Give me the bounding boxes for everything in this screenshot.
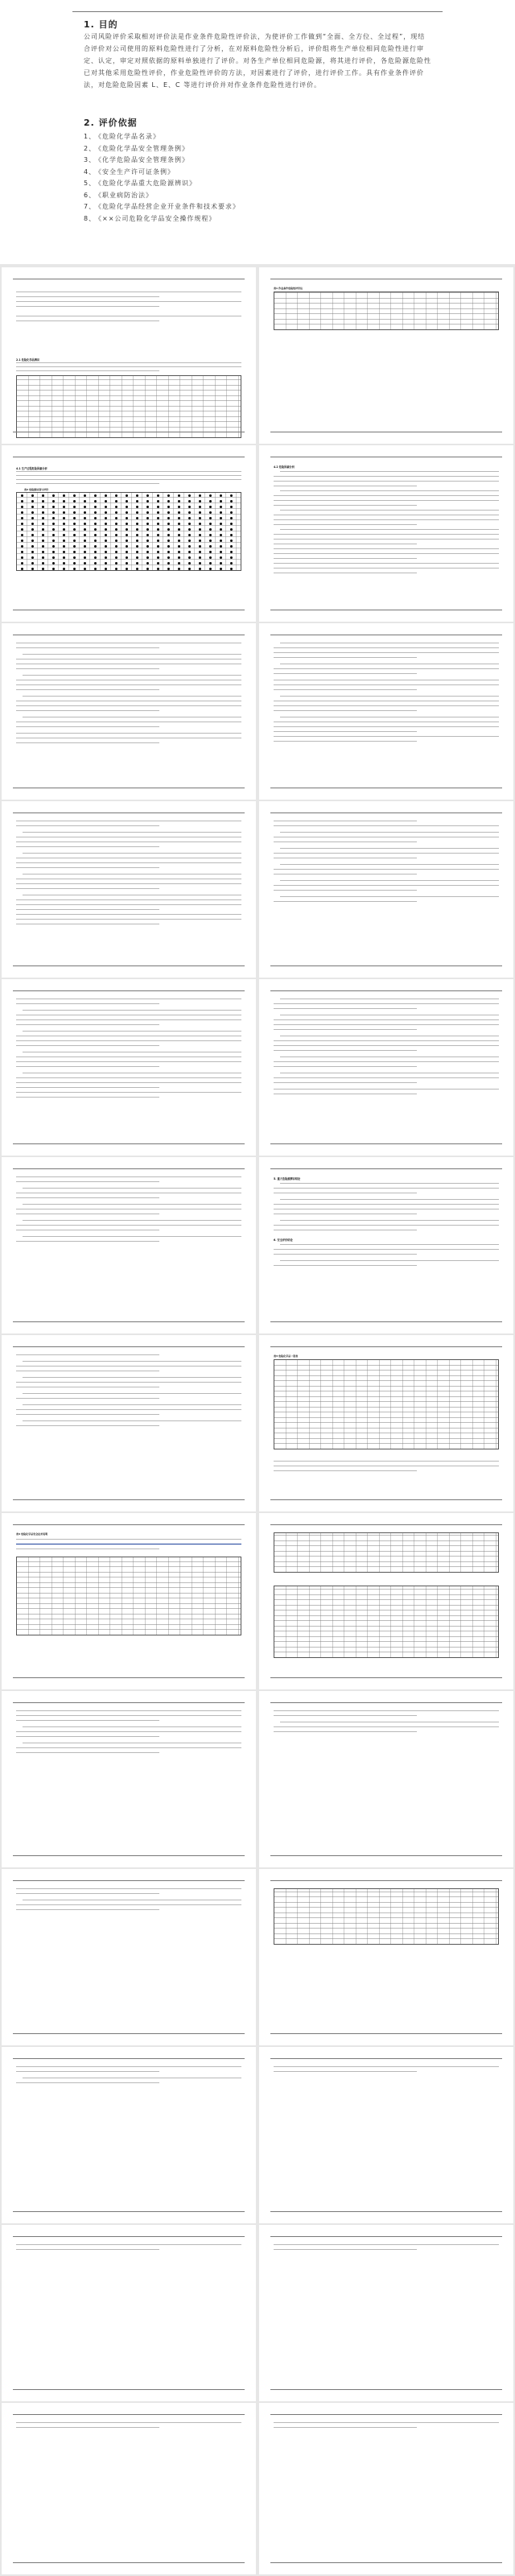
data-table [274, 292, 499, 330]
page-thumbnail-13[interactable] [259, 1157, 513, 1333]
page-thumbnail-15[interactable] [259, 1335, 513, 1511]
data-table [274, 1586, 499, 1658]
page-thumbnail-9[interactable] [259, 801, 513, 978]
thumb-caption: 表2 危险源识别与评价 [24, 488, 49, 491]
page-thumbnail-26[interactable] [2, 2403, 256, 2574]
thumb-heading: 6. 安全评价结论 [274, 1238, 293, 1242]
page-thumbnail-17[interactable] [259, 1513, 513, 1689]
reference-list [84, 131, 431, 225]
reference-item: 3、《化学危险品安全管理条例》 [84, 156, 189, 163]
cover-page [0, 0, 515, 264]
reference-item: 1、《危险化学品名录》 [84, 133, 160, 140]
data-table [274, 1532, 499, 1573]
page-thumbnail-7[interactable] [259, 623, 513, 800]
reference-item: 5、《危险化学品重大危险源辨识》 [84, 180, 196, 187]
page-thumbnail-2[interactable] [2, 267, 256, 444]
page-thumbnail-19[interactable] [259, 1691, 513, 1867]
intro-paragraph: 公司风险评价采取相对评价法是作业条件危险性评价法，为使评价工作做到“全面、全方位、全过程”，现结合评价对公司使用的原料危险性进行了分析，在对原料危险性分析后，评价组将生产单位相同危险性进行审定、认定，审定对照依据的原料单独进行了评价。对各生产单位相同危险源，将其进行评价，各危险源危险性已对其他采用危险性评价，作业危险性评价的方法，对因素进行了评价，进行评价工作。具有作业条件评价法，对危险危险因素 L、E、C 等进行评价并对作业条件危险性进行评价。 [84, 33, 431, 89]
page-thumbnail-27[interactable] [259, 2403, 513, 2574]
page-thumbnail-6[interactable] [2, 623, 256, 800]
page-thumbnail-18[interactable] [2, 1691, 256, 1867]
reference-item: 2、《危险化学品安全管理条例》 [84, 144, 189, 152]
section-title-basis: 2. 评价依据 [84, 118, 138, 128]
page-thumbnail-25[interactable] [259, 2225, 513, 2401]
page-thumbnail-10[interactable] [2, 979, 256, 1156]
page-thumbnail-14[interactable] [2, 1335, 256, 1511]
data-table [274, 1359, 499, 1449]
thumb-caption: 表1 作业条件危险性评价法 [274, 287, 303, 290]
page-thumbnail-3[interactable] [259, 267, 513, 444]
page-thumbnail-16[interactable] [2, 1513, 256, 1689]
page-thumbnail-21[interactable] [259, 1869, 513, 2045]
page-thumbnail-4[interactable] [2, 445, 256, 622]
page-thumbnail-11[interactable] [259, 979, 513, 1156]
data-table [16, 375, 241, 438]
data-table [274, 1888, 499, 1945]
thumb-heading: 5. 重大危险源辨识结论 [274, 1177, 301, 1180]
reference-item: 7、《危险化学品经营企业开业条件和技术要求》 [84, 203, 240, 210]
reference-item: 8、《××公司危险化学品安全操作规程》 [84, 214, 216, 222]
thumb-heading: 4.2 危险因素分析 [274, 465, 295, 469]
header-rule [72, 11, 443, 12]
data-table [16, 1557, 241, 1635]
page-thumbnail-24[interactable] [2, 2225, 256, 2401]
thumb-caption: 表3 危险化学品一览表 [274, 1354, 299, 1358]
page-thumbnail-12[interactable] [2, 1157, 256, 1333]
thumb-caption: 表4 危险化学品安全技术说明 [16, 1532, 48, 1536]
section-title-purpose: 1. 目的 [84, 19, 118, 30]
page-thumbnail-8[interactable] [2, 801, 256, 978]
thumb-heading: 4.1 生产过程危险因素分析 [16, 467, 47, 470]
thumb-heading: 2.1 危险化学品辨识 [16, 358, 40, 362]
page-thumbnail-5[interactable] [259, 445, 513, 622]
matrix-table [16, 492, 241, 571]
page-thumbnail-23[interactable] [259, 2047, 513, 2223]
reference-item: 6、《职业病防治法》 [84, 191, 153, 199]
page-thumbnail-22[interactable] [2, 2047, 256, 2223]
reference-item: 4、《安全生产许可证条例》 [84, 167, 175, 176]
page-thumbnail-20[interactable] [2, 1869, 256, 2045]
